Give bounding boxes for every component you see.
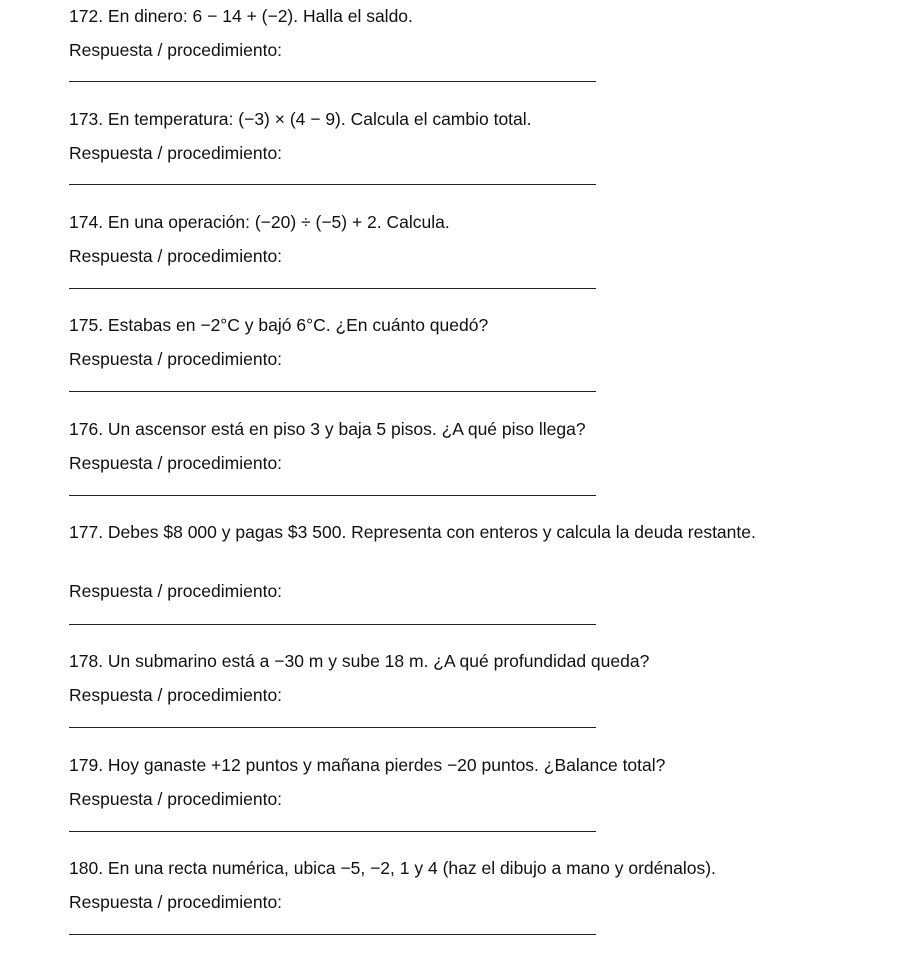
- question-block: [69, 856, 831, 912]
- answer-line[interactable]: [69, 81, 596, 82]
- answer-line[interactable]: [69, 727, 596, 728]
- answer-line[interactable]: [69, 391, 596, 392]
- answer-line[interactable]: [69, 288, 596, 289]
- question-text: 179. Hoy ganaste +12 puntos y mañana pierdes −20 puntos. ¿Balance total?: [69, 755, 666, 775]
- answer-line[interactable]: [69, 831, 596, 832]
- question-block: [69, 753, 831, 809]
- answer-label: Respuesta / procedimiento:: [69, 143, 283, 163]
- question-text: 175. Estabas en −2°C y bajó 6°C. ¿En cuánto quedó?: [69, 315, 489, 335]
- question-block: [69, 313, 831, 369]
- question-block: [69, 107, 831, 163]
- question-text: 180. En una recta numérica, ubica −5, −2, 1 y 4 (haz el dibujo a mano y ordénalos).: [69, 858, 716, 878]
- answer-label: Respuesta / procedimiento:: [69, 892, 283, 912]
- question-text: 178. Un submarino está a −30 m y sube 18 m. ¿A qué profundidad queda?: [69, 651, 650, 671]
- answer-label: Respuesta / procedimiento:: [69, 453, 283, 473]
- answer-line[interactable]: [69, 934, 596, 935]
- answer-line[interactable]: [69, 624, 596, 625]
- question-text: 177. Debes $8 000 y pagas $3 500. Representa con enteros y calcula la deuda restante.: [69, 522, 756, 542]
- answer-label: Respuesta / procedimiento:: [69, 789, 283, 809]
- answer-line[interactable]: [69, 495, 596, 496]
- question-text: 176. Un ascensor está en piso 3 y baja 5 pisos. ¿A qué piso llega?: [69, 419, 586, 439]
- question-block: [69, 520, 831, 601]
- question-block: [69, 649, 831, 705]
- question-text: 174. En una operación: (−20) ÷ (−5) + 2. Calcula.: [69, 212, 450, 232]
- question-block: [69, 4, 831, 60]
- answer-label: Respuesta / procedimiento:: [69, 685, 283, 705]
- answer-line[interactable]: [69, 184, 596, 185]
- answer-label: Respuesta / procedimiento:: [69, 246, 283, 266]
- question-block: [69, 210, 831, 266]
- question-text: 172. En dinero: 6 − 14 + (−2). Halla el saldo.: [69, 6, 413, 26]
- question-text: 173. En temperatura: (−3) × (4 − 9). Calcula el cambio total.: [69, 109, 532, 129]
- answer-label: Respuesta / procedimiento:: [69, 349, 283, 369]
- question-block: [69, 417, 831, 473]
- answer-label: Respuesta / procedimiento:: [69, 581, 283, 601]
- answer-label: Respuesta / procedimiento:: [69, 40, 283, 60]
